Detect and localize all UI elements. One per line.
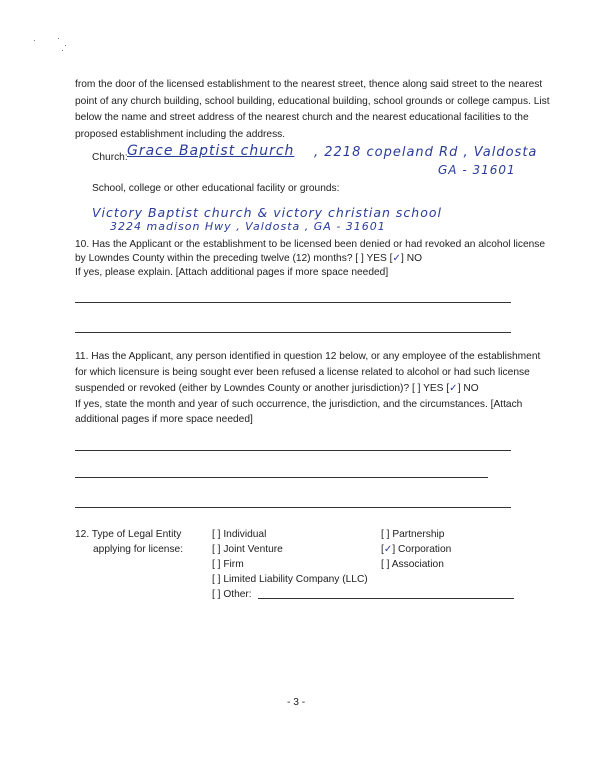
option-llc[interactable]: [ ] Limited Liability Company (LLC): [212, 574, 368, 585]
q11-line-3: [75, 380, 479, 397]
school-label: School, college or other educational facility or grounds:: [92, 183, 340, 194]
school-address-handwritten[interactable]: 3224 madison Hwy , Valdosta , GA - 31601: [110, 220, 386, 233]
q10-no-label: ] NO: [401, 253, 422, 264]
church-name-handwritten[interactable]: Grace Baptist church: [127, 143, 295, 159]
option-association[interactable]: [ ] Association: [381, 559, 444, 570]
q12-label-2: applying for license:: [93, 544, 184, 555]
page-number: - 3 -: [287, 697, 306, 708]
q11-answer-line-3[interactable]: [75, 507, 511, 508]
intro-line-3: below the name and street address of the nearest church and the nearest educational facilities to the: [75, 112, 529, 123]
q10-line-1: 10. Has the Applicant or the establishment to be licensed been denied or had revoked an alcohol license: [75, 239, 546, 250]
q11-no-label: ] NO: [457, 383, 479, 394]
q12-label-1: 12. Type of Legal Entity: [75, 529, 182, 540]
intro-line-1: from the door of the licensed establishment to the nearest street, thence along said street to the nearest: [75, 79, 543, 90]
q11-line-5: additional pages if more space needed]: [75, 414, 253, 425]
q10-line-3: If yes, please explain. [Attach additional pages if more space needed]: [75, 267, 389, 278]
school-name-handwritten[interactable]: Victory Baptist church & victory christian school: [92, 205, 442, 220]
q11-line-2: for which licensure is being sought ever been refused a license related to alcohol or had such license: [75, 367, 530, 378]
church-city-handwritten[interactable]: GA - 31601: [438, 163, 516, 177]
q11-answer-line-2[interactable]: [75, 477, 488, 478]
intro-line-4: proposed establishment including the address.: [75, 129, 286, 140]
option-other[interactable]: [ ] Other:: [212, 589, 252, 600]
church-address-handwritten[interactable]: , 2218 copeland Rd , Valdosta: [314, 145, 538, 160]
corporation-bracket-open: [: [381, 544, 384, 555]
q10-answer-line-1[interactable]: [75, 302, 511, 303]
q10-question-text: by Lowndes County within the preceding twelve (12) months? [ ] YES [: [75, 253, 393, 264]
intro-line-2: point of any church building, school building, educational building, school grounds or college campus. List: [75, 96, 550, 107]
option-partnership[interactable]: [ ] Partnership: [381, 529, 445, 540]
scan-speck: [62, 50, 63, 51]
q10-answer-line-2[interactable]: [75, 332, 511, 333]
corporation-label: ] Corporation: [392, 544, 452, 555]
scan-speck: [58, 38, 59, 39]
q11-answer-line-1[interactable]: [75, 450, 511, 451]
scan-speck: [65, 45, 66, 46]
option-joint-venture[interactable]: [ ] Joint Venture: [212, 544, 283, 555]
option-individual[interactable]: [ ] Individual: [212, 529, 267, 540]
q11-no-check[interactable]: ✓: [449, 383, 458, 394]
scan-speck: [34, 40, 35, 41]
q11-line-4: If yes, state the month and year of such occurrence, the jurisdiction, and the circumstances. [Attach: [75, 399, 523, 410]
other-entry-line[interactable]: [258, 598, 514, 599]
option-firm[interactable]: [ ] Firm: [212, 559, 244, 570]
church-label: Church:: [92, 152, 128, 163]
q10-no-check[interactable]: ✓: [392, 253, 402, 264]
q11-question-text: suspended or revoked (either by Lowndes County or another jurisdiction)? [ ] YES [: [75, 383, 450, 394]
corporation-check[interactable]: ✓: [383, 544, 393, 555]
q11-line-1: 11. Has the Applicant, any person identified in question 12 below, or any employee of the establishment: [75, 351, 541, 362]
